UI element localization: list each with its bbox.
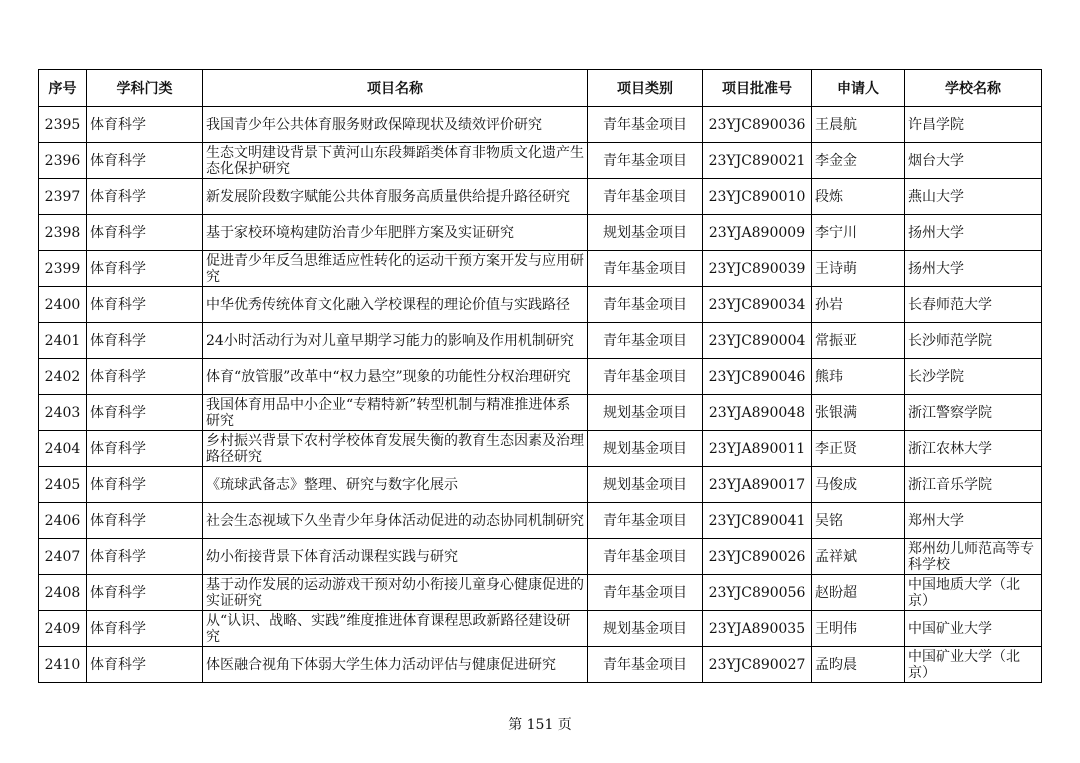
cell-project-title: 体育“放管服”改革中“权力悬空”现象的功能性分权治理研究 (203, 359, 588, 395)
table-row (39, 467, 1042, 503)
cell-approval-number: 23YJC890056 (703, 575, 812, 611)
cell-approval-number: 23YJC890027 (703, 647, 812, 683)
project-list-page (38, 69, 1041, 683)
cell-project-title: 基于家校环境构建防治青少年肥胖方案及实证研究 (203, 215, 588, 251)
cell-applicant: 孟祥斌 (812, 539, 905, 575)
cell-applicant: 吴铭 (812, 503, 905, 539)
cell-school: 许昌学院 (905, 107, 1042, 143)
cell-project-type: 青年基金项目 (588, 323, 703, 359)
cell-project-type: 规划基金项目 (588, 431, 703, 467)
header-row (39, 70, 1042, 107)
cell-discipline: 体育科学 (87, 251, 203, 287)
cell-project-type: 青年基金项目 (588, 539, 703, 575)
cell-discipline: 体育科学 (87, 539, 203, 575)
cell-discipline: 体育科学 (87, 467, 203, 503)
cell-project-type: 青年基金项目 (588, 143, 703, 179)
table-row (39, 287, 1042, 323)
cell-project-type: 青年基金项目 (588, 575, 703, 611)
cell-project-title: 社会生态视域下久坐青少年身体活动促进的动态协同机制研究 (203, 503, 588, 539)
cell-school: 中国矿业大学 (905, 611, 1042, 647)
page-number: 第 151 页 (508, 717, 572, 733)
table-row (39, 179, 1042, 215)
cell-project-type: 青年基金项目 (588, 503, 703, 539)
cell-serial-number: 2405 (39, 467, 87, 503)
cell-approval-number: 23YJC890004 (703, 323, 812, 359)
cell-applicant: 李宁川 (812, 215, 905, 251)
cell-project-type: 青年基金项目 (588, 251, 703, 287)
cell-applicant: 赵盼超 (812, 575, 905, 611)
cell-discipline: 体育科学 (87, 179, 203, 215)
cell-applicant: 李正贤 (812, 431, 905, 467)
cell-serial-number: 2398 (39, 215, 87, 251)
project-table (38, 69, 1042, 683)
cell-school: 郑州幼儿师范高等专科学校 (905, 539, 1042, 575)
cell-discipline: 体育科学 (87, 359, 203, 395)
cell-school: 长春师范大学 (905, 287, 1042, 323)
cell-applicant: 王明伟 (812, 611, 905, 647)
cell-applicant: 马俊成 (812, 467, 905, 503)
cell-discipline: 体育科学 (87, 611, 203, 647)
cell-project-title: 从“认识、战略、实践”维度推进体育课程思政新路径建设研究 (203, 611, 588, 647)
cell-approval-number: 23YJC890036 (703, 107, 812, 143)
cell-project-title: 《琉球武备志》整理、研究与数字化展示 (203, 467, 588, 503)
cell-approval-number: 23YJA890035 (703, 611, 812, 647)
cell-project-title: 中华优秀传统体育文化融入学校课程的理论价值与实践路径 (203, 287, 588, 323)
cell-serial-number: 2399 (39, 251, 87, 287)
cell-approval-number: 23YJA890009 (703, 215, 812, 251)
header-project-title: 项目名称 (203, 70, 588, 107)
cell-school: 浙江农林大学 (905, 431, 1042, 467)
cell-project-title: 基于动作发展的运动游戏干预对幼小衔接儿童身心健康促进的实证研究 (203, 575, 588, 611)
cell-project-type: 青年基金项目 (588, 647, 703, 683)
cell-project-title: 我国青少年公共体育服务财政保障现状及绩效评价研究 (203, 107, 588, 143)
cell-project-title: 生态文明建设背景下黄河山东段舞蹈类体育非物质文化遗产生态化保护研究 (203, 143, 588, 179)
table-body (39, 107, 1042, 683)
table-row (39, 107, 1042, 143)
cell-serial-number: 2404 (39, 431, 87, 467)
cell-school: 长沙师范学院 (905, 323, 1042, 359)
table-row (39, 143, 1042, 179)
cell-serial-number: 2406 (39, 503, 87, 539)
cell-discipline: 体育科学 (87, 215, 203, 251)
table-row (39, 611, 1042, 647)
cell-serial-number: 2403 (39, 395, 87, 431)
cell-approval-number: 23YJC890026 (703, 539, 812, 575)
cell-discipline: 体育科学 (87, 647, 203, 683)
table-row (39, 251, 1042, 287)
header-approval-number: 项目批准号 (703, 70, 812, 107)
cell-project-title: 我国体育用品中小企业“专精特新”转型机制与精准推进体系研究 (203, 395, 588, 431)
cell-serial-number: 2409 (39, 611, 87, 647)
cell-discipline: 体育科学 (87, 143, 203, 179)
cell-serial-number: 2401 (39, 323, 87, 359)
cell-project-title: 24小时活动行为对儿童早期学习能力的影响及作用机制研究 (203, 323, 588, 359)
table-row (39, 431, 1042, 467)
table-row (39, 647, 1042, 683)
table-header (39, 70, 1042, 107)
cell-serial-number: 2400 (39, 287, 87, 323)
cell-project-type: 规划基金项目 (588, 215, 703, 251)
table-row (39, 575, 1042, 611)
cell-school: 中国矿业大学（北京） (905, 647, 1042, 683)
cell-applicant: 王晨航 (812, 107, 905, 143)
cell-approval-number: 23YJA890048 (703, 395, 812, 431)
cell-school: 燕山大学 (905, 179, 1042, 215)
cell-school: 扬州大学 (905, 251, 1042, 287)
cell-school: 长沙学院 (905, 359, 1042, 395)
cell-serial-number: 2397 (39, 179, 87, 215)
header-school: 学校名称 (905, 70, 1042, 107)
cell-serial-number: 2395 (39, 107, 87, 143)
cell-school: 郑州大学 (905, 503, 1042, 539)
cell-school: 中国地质大学（北京） (905, 575, 1042, 611)
cell-approval-number: 23YJC890034 (703, 287, 812, 323)
cell-applicant: 常振亚 (812, 323, 905, 359)
cell-project-type: 青年基金项目 (588, 179, 703, 215)
cell-project-title: 促进青少年反刍思维适应性转化的运动干预方案开发与应用研究 (203, 251, 588, 287)
cell-project-title: 幼小衔接背景下体育活动课程实践与研究 (203, 539, 588, 575)
cell-applicant: 孟昀晨 (812, 647, 905, 683)
header-serial-number: 序号 (39, 70, 87, 107)
cell-applicant: 段炼 (812, 179, 905, 215)
cell-approval-number: 23YJC890021 (703, 143, 812, 179)
cell-applicant: 熊玮 (812, 359, 905, 395)
cell-discipline: 体育科学 (87, 287, 203, 323)
cell-discipline: 体育科学 (87, 107, 203, 143)
cell-approval-number: 23YJC890046 (703, 359, 812, 395)
header-project-type: 项目类别 (588, 70, 703, 107)
cell-serial-number: 2396 (39, 143, 87, 179)
cell-school: 烟台大学 (905, 143, 1042, 179)
cell-school: 浙江音乐学院 (905, 467, 1042, 503)
cell-applicant: 李金金 (812, 143, 905, 179)
cell-school: 浙江警察学院 (905, 395, 1042, 431)
cell-discipline: 体育科学 (87, 323, 203, 359)
cell-project-type: 青年基金项目 (588, 359, 703, 395)
cell-project-type: 规划基金项目 (588, 467, 703, 503)
table-row (39, 359, 1042, 395)
cell-approval-number: 23YJA890011 (703, 431, 812, 467)
cell-applicant: 张银满 (812, 395, 905, 431)
header-applicant: 申请人 (812, 70, 905, 107)
cell-serial-number: 2407 (39, 539, 87, 575)
cell-applicant: 王诗萌 (812, 251, 905, 287)
table-row (39, 395, 1042, 431)
cell-serial-number: 2410 (39, 647, 87, 683)
cell-approval-number: 23YJC890041 (703, 503, 812, 539)
header-discipline: 学科门类 (87, 70, 203, 107)
table-row (39, 215, 1042, 251)
cell-applicant: 孙岩 (812, 287, 905, 323)
cell-project-title: 新发展阶段数字赋能公共体育服务高质量供给提升路径研究 (203, 179, 588, 215)
cell-project-title: 体医融合视角下体弱大学生体力活动评估与健康促进研究 (203, 647, 588, 683)
cell-discipline: 体育科学 (87, 395, 203, 431)
cell-project-title: 乡村振兴背景下农村学校体育发展失衡的教育生态因素及治理路径研究 (203, 431, 588, 467)
cell-project-type: 青年基金项目 (588, 107, 703, 143)
cell-approval-number: 23YJC890010 (703, 179, 812, 215)
table-row (39, 503, 1042, 539)
table-row (39, 323, 1042, 359)
cell-approval-number: 23YJA890017 (703, 467, 812, 503)
cell-serial-number: 2408 (39, 575, 87, 611)
cell-approval-number: 23YJC890039 (703, 251, 812, 287)
cell-discipline: 体育科学 (87, 431, 203, 467)
cell-discipline: 体育科学 (87, 575, 203, 611)
cell-project-type: 规划基金项目 (588, 395, 703, 431)
cell-serial-number: 2402 (39, 359, 87, 395)
cell-project-type: 青年基金项目 (588, 287, 703, 323)
table-row (39, 539, 1042, 575)
cell-school: 扬州大学 (905, 215, 1042, 251)
cell-discipline: 体育科学 (87, 503, 203, 539)
cell-project-type: 规划基金项目 (588, 611, 703, 647)
